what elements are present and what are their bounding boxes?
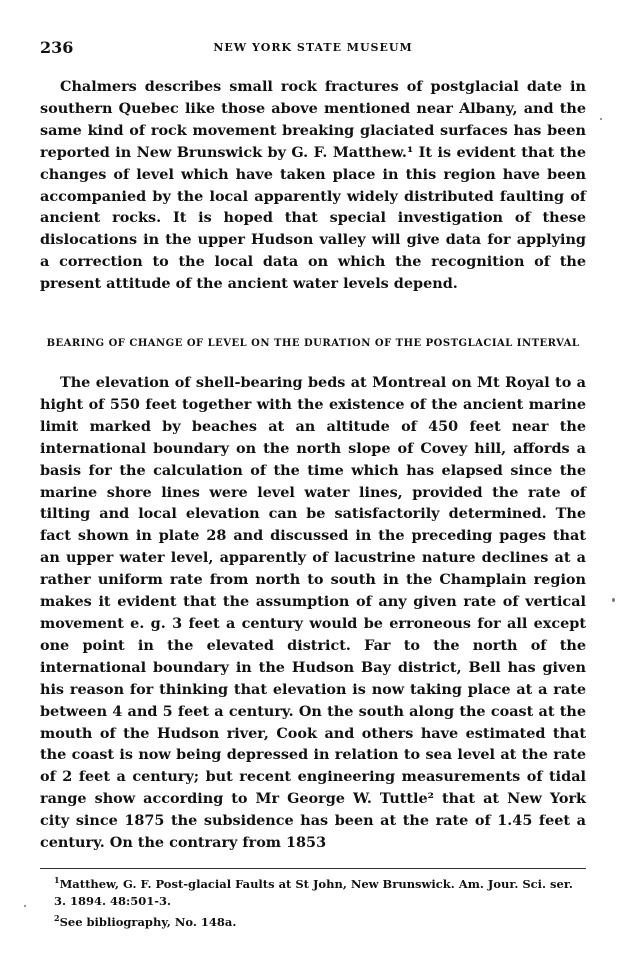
footnote-2-mark: 2 xyxy=(54,912,60,923)
footnote-2 xyxy=(40,910,586,931)
page-header xyxy=(40,38,586,60)
footnote-1 xyxy=(40,872,586,910)
running-head: NEW YORK STATE MUSEUM xyxy=(213,41,413,54)
scan-speck xyxy=(612,598,615,602)
section-heading: BEARING OF CHANGE OF LEVEL ON THE DURATION OF THE POSTGLACIAL INTERVAL xyxy=(46,338,580,349)
footnote-2-text: See bibliography, No. 148a. xyxy=(59,914,237,929)
scan-speck xyxy=(600,118,602,120)
footnote-divider xyxy=(40,868,586,869)
paragraph-elevation: The elevation of shell-bearing beds at Montreal on Mt Royal to a hight of 550 feet together with the existence of the ancient marine limit marked by beaches at an altitude of 450 feet near the international boundary on the north slope of Covey hill, affords a basis for the calculation of the time which has elapsed since the marine shore lines were level water lines, provided the rate of tilting and local elevation can be satisfactorily determined. The fact shown in plate 28 and discussed in the preceding pages that an upper water level, apparently of lacustrine nature declines at a rather uniform rate from north to south in the Champlain region makes it evident that the assumption of any given rate of vertical movement e. g. 3 feet a century would be erroneous for all except one point in the elevated district. Far to the north of the international boundary in the Hudson Bay district, Bell has given his reason for thinking that elevation is now taking place at a rate between 4 and 5 feet a century. On the south along the coast at the mouth of the Hudson river, Cook and others have estimated that the coast is now being depressed in relation to sea level at the rate of 2 feet a century; but recent engineering measurements of tidal range show according to Mr George W. Tuttle² that at New York city since 1875 the subsidence has been at the rate of 1.45 feet a century. On the contrary from 1853 xyxy=(40,374,586,852)
paragraph-faulting: Chalmers describes small rock fractures of postglacial date in southern Quebec like those above mentioned near Albany, and the same kind of rock movement breaking glaciated surfaces has been reported in New Brunswick by G. F. Matthew.¹ It is evident that the changes of level which have taken place in this region have been accompanied by the local apparently widely distributed faulting of ancient rocks. It is hoped that special investigation of these dislocations in the upper Hudson valley will give data for applying a correction to the local data on which the recognition of the present attitude of the ancient water levels depend. xyxy=(40,78,586,293)
footnote-1-text: Matthew, G. F. Post-glacial Faults at St John, New Brunswick. Am. Jour. Sci. ser. 3. 1894. 48:501-3. xyxy=(54,876,573,908)
footnote-1-mark: 1 xyxy=(54,875,60,885)
page-number: 236 xyxy=(40,38,74,57)
scan-speck xyxy=(24,905,26,907)
footnotes xyxy=(40,872,586,931)
